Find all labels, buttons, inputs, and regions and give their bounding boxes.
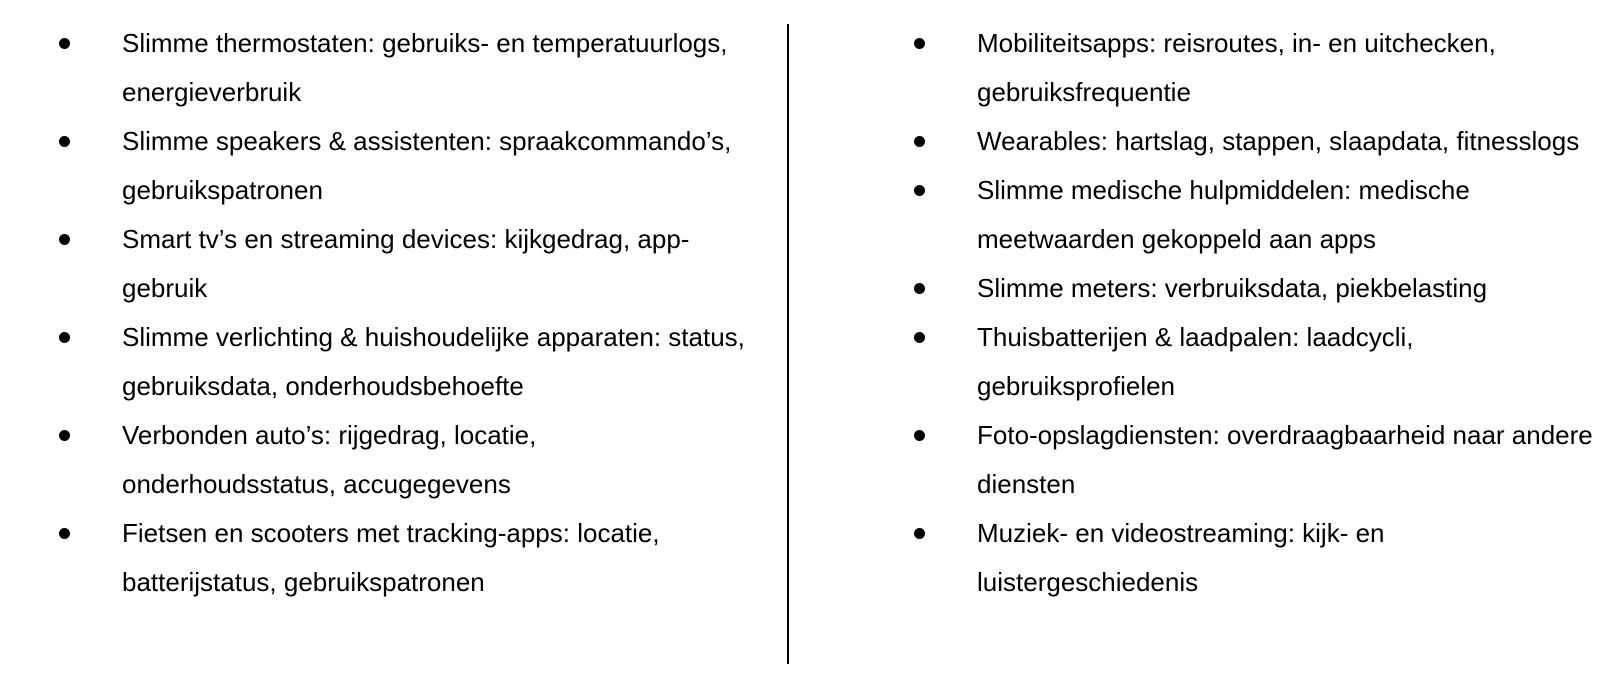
bullet-icon bbox=[59, 234, 70, 245]
list-item-text: Muziek- en videostreaming: kijk- en luistergeschiedenis bbox=[977, 518, 1385, 597]
list-item bbox=[912, 166, 1602, 264]
list-item-text: Slimme thermostaten: gebruiks- en temperatuurlogs, energieverbruik bbox=[122, 28, 728, 107]
list-item-text: Mobiliteitsapps: reisroutes, in- en uitchecken, gebruiksfrequentie bbox=[977, 28, 1496, 107]
bullet-icon bbox=[914, 430, 925, 441]
list-item bbox=[912, 19, 1602, 117]
list-item bbox=[57, 411, 757, 509]
bullet-icon bbox=[914, 185, 925, 196]
left-column bbox=[57, 19, 757, 607]
list-item bbox=[912, 313, 1602, 411]
list-item bbox=[912, 509, 1602, 607]
list-item bbox=[57, 19, 757, 117]
list-item-text: Slimme verlichting & huishoudelijke apparaten: status, gebruiksdata, onderhoudsbehoefte bbox=[122, 322, 745, 401]
list-item-text: Smart tv’s en streaming devices: kijkgedrag, app-gebruik bbox=[122, 224, 690, 303]
list-item bbox=[912, 411, 1602, 509]
bullet-icon bbox=[914, 283, 925, 294]
list-item bbox=[57, 509, 757, 607]
list-item bbox=[912, 117, 1602, 166]
bullet-icon bbox=[914, 136, 925, 147]
list-item bbox=[912, 264, 1602, 313]
bullet-icon bbox=[914, 528, 925, 539]
bullet-icon bbox=[59, 332, 70, 343]
list-item-text: Foto-opslagdiensten: overdraagbaarheid naar andere diensten bbox=[977, 420, 1593, 499]
bullet-icon bbox=[59, 528, 70, 539]
bullet-icon bbox=[59, 136, 70, 147]
list-item bbox=[57, 215, 757, 313]
right-bullet-list bbox=[912, 19, 1602, 607]
list-item-text: Wearables: hartslag, stappen, slaapdata, fitnesslogs bbox=[977, 126, 1580, 156]
list-item-text: Verbonden auto’s: rijgedrag, locatie, onderhoudsstatus, accugegevens bbox=[122, 420, 537, 499]
bullet-icon bbox=[59, 38, 70, 49]
list-item bbox=[57, 313, 757, 411]
list-item-text: Thuisbatterijen & laadpalen: laadcycli, gebruiksprofielen bbox=[977, 322, 1414, 401]
bullet-icon bbox=[914, 332, 925, 343]
list-item bbox=[57, 117, 757, 215]
list-item-text: Slimme medische hulpmiddelen: medische meetwaarden gekoppeld aan apps bbox=[977, 175, 1470, 254]
bullet-icon bbox=[59, 430, 70, 441]
bullet-icon bbox=[914, 38, 925, 49]
left-bullet-list bbox=[57, 19, 757, 607]
list-item-text: Slimme speakers & assistenten: spraakcommando’s, gebruikspatronen bbox=[122, 126, 732, 205]
list-item-text: Fietsen en scooters met tracking-apps: locatie, batterijstatus, gebruikspatronen bbox=[122, 518, 660, 597]
column-divider bbox=[787, 24, 789, 664]
right-column bbox=[912, 19, 1602, 607]
list-item-text: Slimme meters: verbruiksdata, piekbelasting bbox=[977, 273, 1488, 303]
